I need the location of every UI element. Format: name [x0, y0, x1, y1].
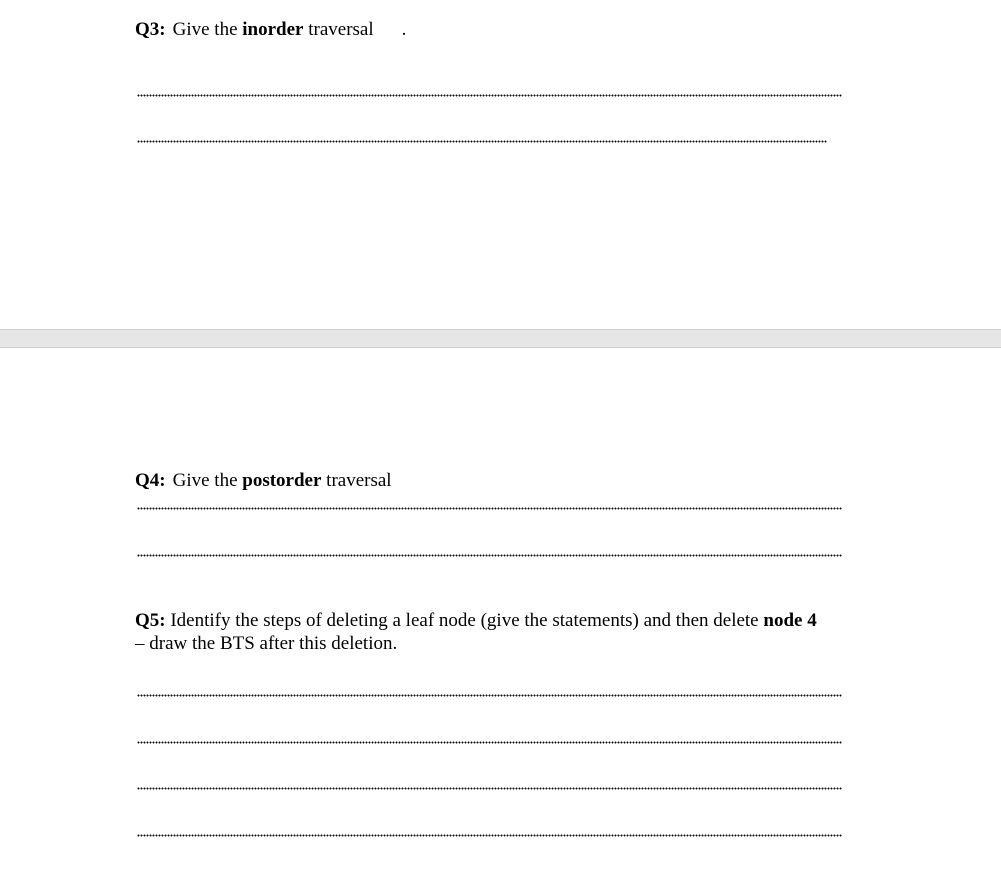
- q5-text: Identify the steps of deleting a leaf node (give the statements) and then delete: [165, 610, 764, 631]
- q4-text-pre: Give the: [172, 470, 243, 491]
- question-q5: [135, 609, 865, 655]
- page-1: [0, 0, 1001, 329]
- q4-label: Q4:: [135, 470, 166, 491]
- q3-text-bold: inorder: [242, 19, 304, 40]
- answer-line-q4-1: [137, 507, 842, 510]
- answer-line-q4-2: [137, 554, 842, 557]
- answer-line-q5-2: [137, 741, 842, 744]
- q5-text-line2: – draw the BTS after this deletion.: [135, 633, 398, 654]
- q4-text-bold: postorder: [242, 470, 322, 491]
- page-2: [0, 348, 1001, 872]
- answer-line-q5-3: [137, 787, 842, 790]
- q4-text-post: traversal: [321, 470, 392, 491]
- q3-text-post: traversal: [303, 19, 374, 40]
- q3-trailing-dot: .: [401, 19, 407, 40]
- q5-text-bold: node 4: [763, 610, 817, 631]
- question-q3: [135, 18, 406, 41]
- answer-line-q3-1: [137, 94, 842, 97]
- answer-line-q5-1: [137, 694, 842, 697]
- q3-label: Q3:: [135, 19, 166, 40]
- question-q4: [135, 469, 392, 492]
- answer-line-q5-4: [137, 834, 842, 837]
- q5-label: Q5:: [135, 610, 166, 631]
- q3-text-pre: Give the: [172, 19, 243, 40]
- answer-line-q3-2: [137, 140, 827, 143]
- page-break: [0, 329, 1001, 348]
